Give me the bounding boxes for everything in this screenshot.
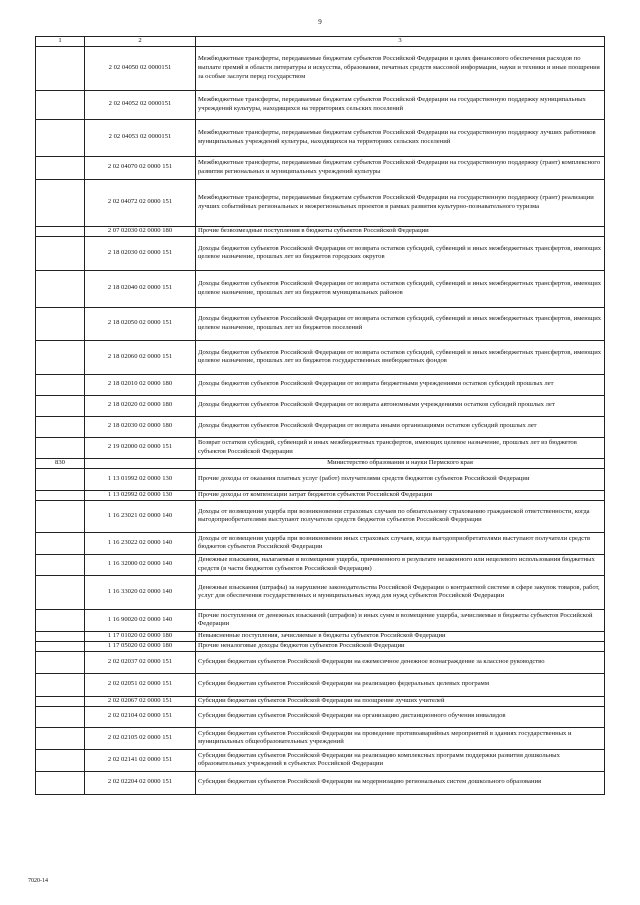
table-row: [36, 307, 605, 340]
revenue-name-cell: Доходы бюджетов субъектов Российской Федерации от возврата остатков субсидий, субвенций и иных межбюджетных трансфертов, имеющих целевое назначение, прошлых лет из бюджетов городских округов: [196, 236, 605, 270]
admin-code-cell: [36, 651, 85, 673]
revenue-name-cell: Прочие доходы от компенсации затрат бюджетов субъектов Российской Федерации: [196, 490, 605, 500]
revenue-name-cell: Межбюджетные трансферты, передаваемые бюджетам субъектов Российской Федерации на государственную поддержку лучших работников муниципальных учреждений культуры, находящихся на территориях сельских поселений: [196, 119, 605, 156]
admin-code-cell: [36, 631, 85, 641]
revenue-code-cell: 2 02 04052 02 0000151: [85, 90, 196, 119]
revenue-code-cell: 2 02 04050 02 0000151: [85, 46, 196, 90]
revenue-code-cell: 2 18 02010 02 0000 180: [85, 374, 196, 395]
admin-code-cell: [36, 437, 85, 458]
revenue-code-cell: 2 02 04070 02 0000 151: [85, 156, 196, 179]
table-row: [36, 631, 605, 641]
admin-code-cell: [36, 119, 85, 156]
revenue-code-cell: 1 16 33020 02 0000 140: [85, 575, 196, 609]
table-row: [36, 651, 605, 673]
admin-code-cell: [36, 554, 85, 575]
admin-code-cell: [36, 90, 85, 119]
revenue-code-cell: 2 19 02000 02 0000 151: [85, 437, 196, 458]
revenue-code-cell: 2 18 02050 02 0000 151: [85, 307, 196, 340]
revenue-code-cell: 1 16 23022 02 0000 140: [85, 532, 196, 554]
revenue-code-cell: 1 16 32000 02 0000 140: [85, 554, 196, 575]
admin-code-cell: [36, 156, 85, 179]
revenue-code-cell: 2 02 02204 02 0000 151: [85, 771, 196, 794]
revenue-code-cell: 2 02 02141 02 0000 151: [85, 749, 196, 771]
admin-code-cell: [36, 374, 85, 395]
table-row: [36, 437, 605, 458]
revenue-name-cell: Прочие безвозмездные поступления в бюджеты субъектов Российской Федерации: [196, 226, 605, 236]
revenue-code-cell: 1 16 23021 02 0000 140: [85, 500, 196, 532]
revenue-name-cell: Субсидии бюджетам субъектов Российской Федерации на организацию дистанционного обучения инвалидов: [196, 706, 605, 727]
revenue-code-cell: 2 07 02030 02 0000 180: [85, 226, 196, 236]
revenue-code-cell: 2 18 02030 02 0000 180: [85, 416, 196, 437]
revenue-code-cell: 2 02 02104 02 0000 151: [85, 706, 196, 727]
admin-code-cell: [36, 749, 85, 771]
revenue-code-cell: 1 16 90020 02 0000 140: [85, 609, 196, 631]
table-row: [36, 395, 605, 416]
table-header-row: [36, 37, 605, 47]
revenue-name-cell: Межбюджетные трансферты, передаваемые бюджетам субъектов Российской Федерации на государственную поддержку (грант) реализации лучших событийных региональных и межрегиональных проектов в рамках развития культурно-познавательного туризма: [196, 179, 605, 226]
revenue-code-cell: 2 02 04053 02 0000151: [85, 119, 196, 156]
table-row: [36, 226, 605, 236]
table-row: [36, 532, 605, 554]
revenue-name-cell: Прочие неналоговые доходы бюджетов субъектов Российской Федерации: [196, 641, 605, 651]
revenue-code-cell: 2 18 02040 02 0000 151: [85, 270, 196, 307]
revenue-code-cell: 2 02 02067 02 0000 151: [85, 696, 196, 706]
table-row: [36, 270, 605, 307]
table-row: [36, 236, 605, 270]
revenue-name-cell: Доходы бюджетов субъектов Российской Федерации от возврата остатков субсидий, субвенций и иных межбюджетных трансфертов, имеющих целевое назначение, прошлых лет из бюджетов муниципальных районов: [196, 270, 605, 307]
table-body: [36, 46, 605, 794]
table-row: [36, 727, 605, 749]
table-row: [36, 500, 605, 532]
revenue-name-cell: Субсидии бюджетам субъектов Российской Федерации на модернизацию региональных систем дошкольного образования: [196, 771, 605, 794]
revenue-name-cell: Доходы бюджетов субъектов Российской Федерации от возврата бюджетными учреждениями остатков субсидий прошлых лет: [196, 374, 605, 395]
revenue-name-cell: Доходы бюджетов субъектов Российской Федерации от возврата автономными учреждениями остатков субсидий прошлых лет: [196, 395, 605, 416]
revenue-name-cell: Доходы от возмещения ущерба при возникновении страховых случаев по обязательному страхованию гражданской ответственности, когда выгодоприобретателями выступают получатели средств бюджетов субъектов Российской Федерации: [196, 500, 605, 532]
revenue-code-cell: 1 17 05020 02 0000 180: [85, 641, 196, 651]
revenue-code-cell: 1 17 01020 02 0000 180: [85, 631, 196, 641]
admin-code-cell: [36, 727, 85, 749]
revenue-code-cell: 1 13 01992 02 0000 130: [85, 468, 196, 490]
column-header-1: 1: [36, 37, 85, 47]
revenue-code-cell: [85, 458, 196, 468]
admin-code-cell: [36, 532, 85, 554]
admin-code-cell: [36, 673, 85, 696]
column-header-2: 2: [85, 37, 196, 47]
admin-code-cell: [36, 416, 85, 437]
revenue-name-cell: Прочие доходы от оказания платных услуг (работ) получателями средств бюджетов субъектов Российской Федерации: [196, 468, 605, 490]
admin-code-cell: [36, 468, 85, 490]
revenue-name-cell: Доходы бюджетов субъектов Российской Федерации от возврата остатков субсидий, субвенций и иных межбюджетных трансфертов, имеющих целевое назначение, прошлых лет из бюджетов поселений: [196, 307, 605, 340]
footer-code: 7020-14: [28, 878, 48, 884]
table-row: [36, 609, 605, 631]
ministry-row: [36, 458, 605, 468]
admin-code-cell: [36, 236, 85, 270]
admin-code-cell: 830: [36, 458, 85, 468]
revenue-name-cell: Министерство образования и науки Пермского края: [196, 458, 605, 468]
revenue-code-cell: 2 18 02030 02 0000 151: [85, 236, 196, 270]
revenue-code-cell: 2 02 04072 02 0000 151: [85, 179, 196, 226]
revenue-code-cell: 2 18 02020 02 0000 180: [85, 395, 196, 416]
admin-code-cell: [36, 226, 85, 236]
table-row: [36, 706, 605, 727]
table-row: [36, 771, 605, 794]
table-row: [36, 416, 605, 437]
admin-code-cell: [36, 500, 85, 532]
revenue-name-cell: Невыясненные поступления, зачисляемые в бюджеты субъектов Российской Федерации: [196, 631, 605, 641]
admin-code-cell: [36, 270, 85, 307]
revenue-name-cell: Доходы бюджетов субъектов Российской Федерации от возврата остатков субсидий, субвенций и иных межбюджетных трансфертов, имеющих целевое назначение, прошлых лет из бюджетов государственных внебюджетных фондов: [196, 340, 605, 374]
revenue-name-cell: Межбюджетные трансферты, передаваемые бюджетам субъектов Российской Федерации на государственную поддержку (грант) комплексного развития региональных и муниципальных учреждений культуры: [196, 156, 605, 179]
table-row: [36, 119, 605, 156]
table-row: [36, 179, 605, 226]
revenue-code-cell: 1 13 02992 02 0000 130: [85, 490, 196, 500]
admin-code-cell: [36, 307, 85, 340]
revenue-name-cell: Субсидии бюджетам субъектов Российской Федерации на реализацию федеральных целевых программ: [196, 673, 605, 696]
table-row: [36, 575, 605, 609]
admin-code-cell: [36, 609, 85, 631]
table-row: [36, 673, 605, 696]
revenue-name-cell: Субсидии бюджетам субъектов Российской Федерации на реализацию комплексных программ поддержки развития дошкольных образовательных учреждений в субъектах Российской Федерации: [196, 749, 605, 771]
page-number: 9: [318, 18, 322, 26]
table-row: [36, 90, 605, 119]
admin-code-cell: [36, 490, 85, 500]
admin-code-cell: [36, 395, 85, 416]
table-row: [36, 156, 605, 179]
revenue-name-cell: Прочие поступления от денежных взысканий (штрафов) и иных сумм в возмещение ущерба, зачисляемые в бюджеты субъектов Российской Федерации: [196, 609, 605, 631]
revenue-name-cell: Доходы бюджетов субъектов Российской Федерации от возврата иными организациями остатков субсидий прошлых лет: [196, 416, 605, 437]
revenue-name-cell: Денежные взыскания (штрафы) за нарушение законодательства Российской Федерации о контрактной системе в сфере закупок товаров, работ, услуг для обеспечения государственных и муниципальных нужд для нужд субъектов Российской Федерации: [196, 575, 605, 609]
revenue-name-cell: Денежные взыскания, налагаемые в возмещение ущерба, причиненного в результате незаконного или нецелевого использования бюджетных средств (в части бюджетов субъектов Российской Федерации): [196, 554, 605, 575]
table-row: [36, 374, 605, 395]
revenue-code-cell: 2 02 02051 02 0000 151: [85, 673, 196, 696]
table-row: [36, 468, 605, 490]
revenue-name-cell: Доходы от возмещения ущерба при возникновении иных страховых случаев, когда выгодоприобретателями выступают получатели средств бюджетов субъектов Российской Федерации: [196, 532, 605, 554]
table-row: [36, 340, 605, 374]
revenue-name-cell: Субсидии бюджетам субъектов Российской Федерации на проведение противоаварийных мероприятий в зданиях государственных и муниципальных общеобразовательных учреждений: [196, 727, 605, 749]
revenue-name-cell: Субсидии бюджетам субъектов Российской Федерации на ежемесячное денежное вознаграждение за классное руководство: [196, 651, 605, 673]
revenue-code-cell: 2 02 02105 02 0000 151: [85, 727, 196, 749]
admin-code-cell: [36, 771, 85, 794]
admin-code-cell: [36, 696, 85, 706]
column-header-3: 3: [196, 37, 605, 47]
table-row: [36, 749, 605, 771]
table-row: [36, 641, 605, 651]
revenue-name-cell: Возврат остатков субсидий, субвенций и иных межбюджетных трансфертов, имеющих целевое назначение, прошлых лет из бюджетов субъектов Российской Федерации: [196, 437, 605, 458]
budget-revenue-table: [35, 36, 605, 795]
revenue-name-cell: Субсидии бюджетам субъектов Российской Федерации на поощрение лучших учителей: [196, 696, 605, 706]
revenue-name-cell: Межбюджетные трансферты, передаваемые бюджетам субъектов Российской Федерации на государственную поддержку муниципальных учреждений культуры, находящихся на территориях сельских поселений: [196, 90, 605, 119]
table-row: [36, 46, 605, 90]
admin-code-cell: [36, 46, 85, 90]
table-row: [36, 490, 605, 500]
admin-code-cell: [36, 706, 85, 727]
admin-code-cell: [36, 340, 85, 374]
revenue-code-cell: 2 18 02060 02 0000 151: [85, 340, 196, 374]
admin-code-cell: [36, 575, 85, 609]
revenue-name-cell: Межбюджетные трансферты, передаваемые бюджетам субъектов Российской Федерации в целях финансового обеспечения расходов по выплате премий в области литературы и искусства, образования, печатных средств массовой информации, науки и техники и иные поощрения за особые заслуги перед государством: [196, 46, 605, 90]
admin-code-cell: [36, 179, 85, 226]
table-row: [36, 554, 605, 575]
revenue-code-cell: 2 02 02037 02 0000 151: [85, 651, 196, 673]
admin-code-cell: [36, 641, 85, 651]
table-row: [36, 696, 605, 706]
